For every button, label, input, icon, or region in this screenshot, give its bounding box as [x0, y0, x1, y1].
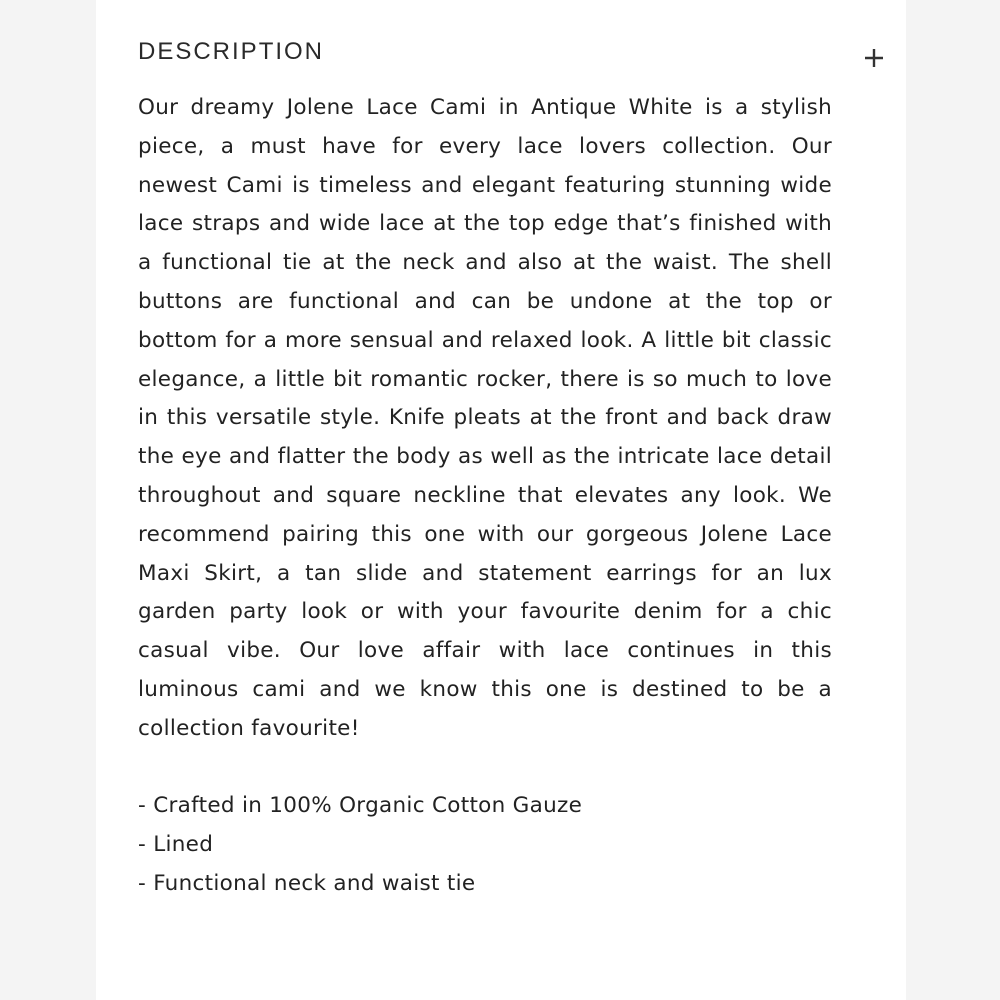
description-title: DESCRIPTION [138, 38, 325, 65]
plus-icon[interactable] [858, 42, 890, 74]
feature-list [138, 787, 832, 903]
feature-item: - Lined [138, 832, 214, 858]
product-description-panel [96, 0, 906, 1000]
description-accordion-header[interactable] [138, 34, 868, 74]
description-content [138, 89, 832, 904]
description-text: Our dreamy Jolene Lace Cami in Antique White is a stylish piece, a must have for every lace lovers collection. Our newest Cami is timeless and elegant featuring stunning wide lace straps and wide lace at the top edge that’s finished with a functional tie at the neck and also at the waist. The shell buttons are functional and can be undone at the top or bottom for a more sensual and relaxed look. A little bit classic elegance, a little bit romantic rocker, there is so much to love in this versatile style. Knife pleats at the front and back draw the eye and flatter the body as well as the intricate lace detail throughout and square neckline that elevates any look. We recommend pairing this one with our gorgeous Jolene Lace Maxi Skirt, a tan slide and statement earrings for an lux garden party look or with your favourite denim for a chic casual vibe. Our love affair with lace continues in this luminous cami and we know this one is destined to be a collection favourite! [138, 95, 832, 741]
feature-item: - Functional neck and waist tie [138, 870, 476, 896]
feature-item: - Crafted in 100% Organic Cotton Gauze [138, 793, 583, 819]
paragraph-spacer [138, 749, 832, 788]
